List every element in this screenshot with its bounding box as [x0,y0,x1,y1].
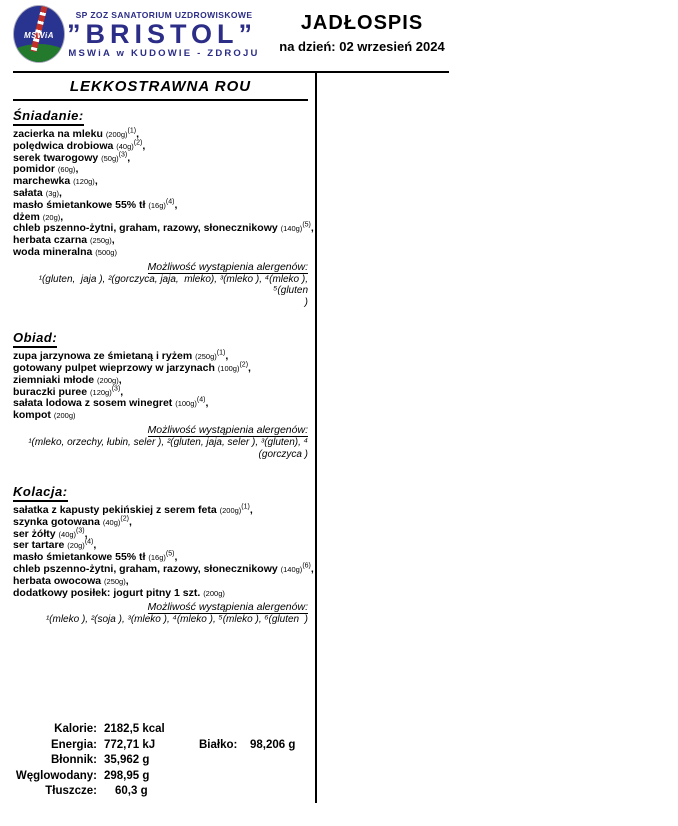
allergen-line: ) [304,296,308,308]
item-name: herbata owocowa [13,574,105,587]
item-name: zupa jarzynowa ze śmietaną i ryżem [13,350,196,363]
item-name: chleb pszenno-żytni, graham, razowy, słonecznikowy [13,222,281,235]
menu-item [13,247,308,259]
nutrition-value: 60,3 g [115,785,148,797]
item-separator: , [174,198,178,211]
nutrition-row-kalorie [13,722,313,738]
item-name: kompot [13,409,54,422]
nutrition-row-weglowodany [13,769,313,785]
item-portion: (20g) [67,541,85,551]
section-header [13,108,308,123]
item-separator: , [84,527,88,540]
item-separator: , [225,350,229,363]
item-allergen-ref: (3) [118,151,128,159]
item-portion: (50g) [101,153,119,163]
item-separator: , [94,175,98,188]
item-portion: (200g) [97,375,119,385]
item-separator: , [205,397,209,410]
section-label: Kolacja: [13,484,68,502]
allergen-header: Możliwość wystąpienia alergenów: [147,260,308,273]
item-separator: , [59,186,62,199]
nutrition-label: Białko: [199,738,238,751]
item-portion: (200g) [219,506,242,516]
item-portion: (120g) [90,387,112,397]
item-allergen-ref: (1) [241,503,250,511]
item-allergen-ref: (1) [216,349,226,357]
item-name: woda mineralna [13,245,96,258]
item-portion: (250g) [90,236,112,246]
item-separator: , [93,539,97,552]
diet-title: LEKKOSTRAWNA ROU [13,76,308,101]
logo-label: MSWiA [24,31,54,40]
item-name: marchewka [13,175,74,188]
item-name: szynka gotowana [13,515,103,528]
item-name: zacierka na mleku [13,128,106,140]
brand-subtitle: MSWiA w KUDOWIE - ZDROJU [68,48,260,59]
item-portion: (200g) [105,130,128,139]
item-separator: , [125,574,129,587]
allergen-line: ¹(mleko, orzechy, łubin, seler ), ²(gluten, jaja, seler ), ³(gluten), ⁴ [28,437,308,449]
section-sniadanie [13,108,314,308]
item-separator: , [127,151,131,164]
nutrition-summary [13,722,313,800]
item-separator: , [174,551,178,564]
item-name: pomidor [13,163,58,176]
item-name: serek twarogowy [13,151,102,164]
item-name: ser tartare [13,539,68,552]
nutrition-row-blonnik [13,753,313,769]
item-portion: (140g) [280,565,303,575]
item-allergen-ref: (3) [76,527,85,535]
organization-name: SP ZOZ SANATORIUM UZDROWISKOWE [75,10,253,20]
item-separator: , [249,504,253,517]
vertical-divider [315,71,317,803]
section-header [13,330,308,345]
item-allergen-ref: (3) [111,385,121,393]
nutrition-row-tluszcze [13,784,313,800]
item-name: sałata lodowa z sosem winegret [13,397,176,410]
menu-item [13,410,308,422]
item-portion: (250g) [104,576,126,586]
item-separator: , [111,234,115,247]
item-portion: (250g) [195,352,217,362]
item-portion: (40g) [58,529,77,539]
item-separator: , [118,373,122,386]
item-separator: , [248,362,251,375]
item-separator: , [136,128,139,140]
item-name: gotowany pulpet wieprzowy w jarzynach [13,362,218,375]
item-portion: (60g) [57,165,76,175]
section-kolacja [13,484,314,626]
item-name: chleb pszenno-żytni, graham, razowy, słonecznikowy [13,563,281,576]
item-portion: (120g) [73,177,95,187]
item-allergen-ref: (2) [239,361,249,369]
item-name: sałatka z kapusty pekińskiej z serem feta [13,504,220,517]
item-allergen-ref: (5) [302,221,311,229]
section-header [13,484,308,499]
nutrition-label: Błonnik: [51,754,97,766]
item-allergen-ref: (4) [84,538,94,546]
nutrition-value: 35,962 g [104,754,150,766]
item-portion: (140g) [280,224,303,234]
item-separator: , [142,139,146,152]
brand-name: ”BRISTOL” [66,19,257,49]
item-name: polędwica drobiowa [13,139,117,152]
allergen-line: ¹(gluten, jaja ), ²(gorczyca, jaja, mleko), ³(mleko ), ⁴(mleko ), ⁵(gluten [38,273,311,297]
item-allergen-ref: (4) [165,198,175,206]
nutrition-label: Kalorie: [54,723,97,735]
allergen-line: (gorczyca ) [258,448,308,460]
item-separator: , [310,222,314,235]
item-portion: (100g) [217,364,240,374]
item-separator: , [60,210,64,223]
item-name: dodatkowy posiłek: jogurt pitny 1 szt. [13,586,204,599]
allergen-lines [13,614,308,626]
nutrition-row-energia [13,738,313,754]
horizontal-divider [13,71,449,73]
item-allergen-ref: (2) [133,139,143,147]
item-portion: (20g) [42,212,61,222]
nutrition-value: 298,95 g [104,769,150,782]
brand-block [56,10,272,59]
item-allergen-ref: (4) [196,396,206,404]
document-title-block [263,12,461,54]
item-portion: (40g) [116,141,134,151]
item-name: ziemniaki młode [13,373,98,386]
allergen-lines [13,273,311,309]
item-separator: , [128,515,132,528]
item-portion: (16g) [148,200,166,210]
item-allergen-ref: (6) [302,562,311,570]
item-portion: (3g) [45,188,60,198]
item-allergen-ref: (1) [127,127,137,135]
item-name: ser żółty [13,527,59,540]
menu-item [13,588,308,600]
item-portion: (200g) [53,411,76,421]
items-list [13,351,308,422]
item-portion: (100g) [175,399,197,409]
item-name: sałata [13,186,46,199]
item-allergen-ref: (5) [165,550,175,558]
menu-item [13,176,308,188]
item-separator: , [120,385,124,398]
item-name: buraczki puree [13,385,91,398]
item-allergen-ref: (2) [120,515,129,523]
allergen-lines [13,437,308,460]
menu-item [13,398,308,410]
nutrition-label: Tłuszcze: [45,785,97,797]
item-separator: , [75,163,79,176]
allergen-line: ¹(mleko ), ²(soja ), ³(mleko ), ⁴(mleko ), ⁵(mleko ), ⁶(gluten ) [45,614,308,626]
section-label: Śniadanie: [13,108,84,126]
menu-item [13,200,308,212]
document-title: JADŁOSPIS [300,12,424,34]
allergen-header: Możliwość wystąpienia alergenów: [147,601,308,614]
items-list [13,503,314,599]
item-name: masło śmietankowe 55% tł [13,198,149,211]
nutrition-value: 772,71 kJ [104,738,156,751]
allergen-header: Możliwość wystąpienia alergenów: [147,424,308,437]
item-portion: (500g) [95,247,117,257]
item-name: masło śmietankowe 55% tł [13,551,149,564]
item-name: dżem [13,210,43,223]
item-portion: (16g) [148,553,166,563]
item-separator: , [310,563,314,576]
nutrition-label: Energia: [50,738,97,751]
document-date: na dzień: 02 wrzesień 2024 [279,39,445,54]
menu-column [13,76,314,626]
nutrition-value: 2182,5 kcal [104,723,165,735]
nutrition-label: Węglowodany: [15,769,97,782]
item-portion: (40g) [102,517,121,527]
nutrition-value: 98,206 g [250,738,296,751]
section-label: Obiad: [13,330,57,348]
items-list [13,127,314,259]
section-obiad [13,330,308,460]
item-name: herbata czarna [13,234,91,247]
item-portion: (200g) [203,588,225,598]
